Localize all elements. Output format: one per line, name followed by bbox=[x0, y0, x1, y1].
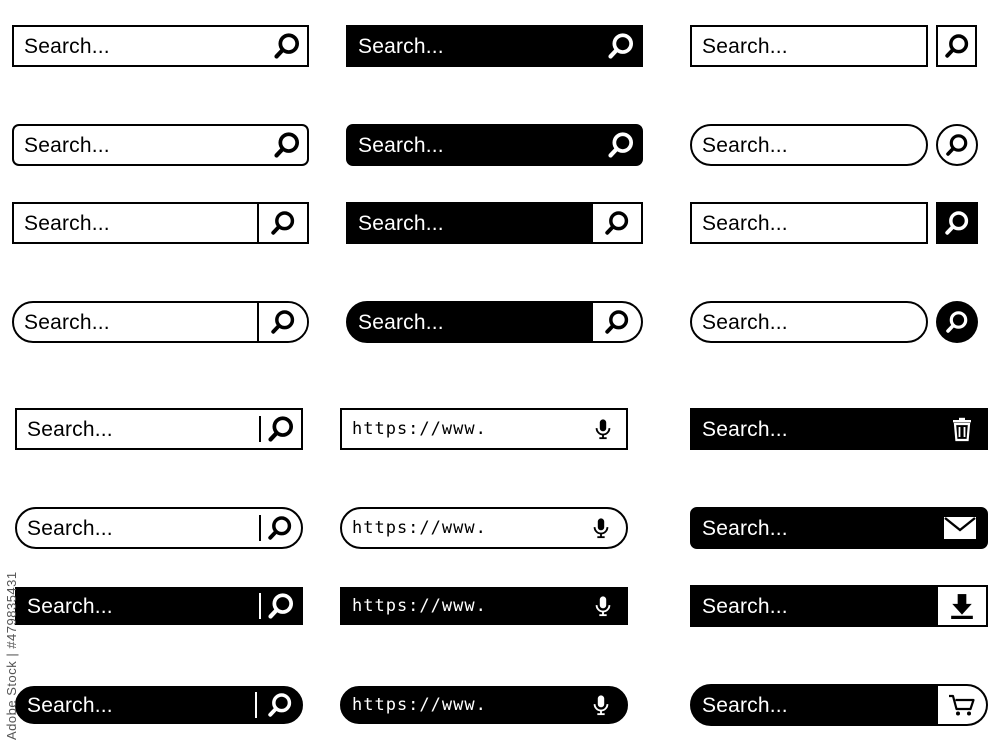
url-placeholder: https://www. bbox=[352, 418, 487, 439]
search-placeholder: Search... bbox=[358, 133, 444, 157]
search-icon bbox=[944, 210, 970, 236]
search-bar-12[interactable] bbox=[690, 301, 928, 343]
search-bar-11[interactable] bbox=[346, 301, 643, 343]
url-bar-4[interactable] bbox=[340, 686, 628, 724]
search-bar-8[interactable] bbox=[346, 202, 643, 244]
search-bar-4[interactable] bbox=[12, 124, 309, 166]
search-placeholder: Search... bbox=[24, 211, 110, 235]
search-bar-5[interactable] bbox=[346, 124, 643, 166]
search-bar-16[interactable] bbox=[690, 507, 988, 549]
search-placeholder: Search... bbox=[24, 310, 110, 334]
search-icon bbox=[604, 309, 630, 335]
search-icon[interactable] bbox=[267, 692, 293, 718]
microphone-icon[interactable] bbox=[592, 594, 614, 618]
microphone-icon[interactable] bbox=[592, 417, 614, 441]
search-placeholder: Search... bbox=[27, 417, 113, 441]
search-button[interactable] bbox=[257, 204, 307, 242]
search-bar-7[interactable] bbox=[12, 202, 309, 244]
search-placeholder: Search... bbox=[24, 34, 110, 58]
url-placeholder: https://www. bbox=[352, 595, 487, 616]
divider bbox=[259, 593, 261, 619]
search-placeholder: Search... bbox=[27, 594, 113, 618]
search-button[interactable] bbox=[936, 202, 978, 244]
divider bbox=[259, 416, 261, 442]
divider bbox=[259, 515, 261, 541]
search-bar-17[interactable] bbox=[15, 587, 303, 625]
search-placeholder: Search... bbox=[702, 133, 788, 157]
search-icon[interactable] bbox=[607, 32, 635, 60]
search-icon bbox=[945, 310, 969, 334]
search-bar-15[interactable] bbox=[15, 507, 303, 549]
search-bar-6[interactable] bbox=[690, 124, 928, 166]
search-placeholder: Search... bbox=[358, 34, 444, 58]
search-placeholder: Search... bbox=[702, 594, 788, 618]
search-button[interactable] bbox=[257, 303, 307, 341]
url-bar-3[interactable] bbox=[340, 587, 628, 625]
search-bar-19[interactable] bbox=[15, 686, 303, 724]
search-button[interactable] bbox=[591, 303, 641, 341]
search-placeholder: Search... bbox=[702, 211, 788, 235]
url-placeholder: https://www. bbox=[352, 517, 487, 538]
url-bar-2[interactable] bbox=[340, 507, 628, 549]
search-icon bbox=[604, 210, 630, 236]
search-icon[interactable] bbox=[267, 515, 293, 541]
microphone-icon[interactable] bbox=[590, 516, 612, 540]
search-placeholder: Search... bbox=[27, 693, 113, 717]
search-icon bbox=[270, 309, 296, 335]
shopping-cart-icon bbox=[948, 693, 976, 717]
search-button[interactable] bbox=[936, 124, 978, 166]
search-placeholder: Search... bbox=[702, 310, 788, 334]
cart-button[interactable] bbox=[936, 686, 986, 724]
search-bar-20[interactable] bbox=[690, 684, 988, 726]
search-icon[interactable] bbox=[273, 32, 301, 60]
download-icon bbox=[949, 593, 975, 619]
stock-watermark: Adobe Stock | #479835431 bbox=[4, 571, 19, 740]
search-placeholder: Search... bbox=[358, 310, 444, 334]
search-bar-13[interactable] bbox=[15, 408, 303, 450]
url-bar-1[interactable] bbox=[340, 408, 628, 450]
divider bbox=[255, 692, 257, 718]
search-bar-18[interactable] bbox=[690, 585, 988, 627]
search-icon[interactable] bbox=[267, 592, 295, 620]
trash-icon[interactable] bbox=[950, 416, 974, 442]
search-button[interactable] bbox=[936, 301, 978, 343]
search-button[interactable] bbox=[936, 25, 977, 67]
search-bar-3[interactable] bbox=[690, 25, 928, 67]
search-placeholder: Search... bbox=[702, 34, 788, 58]
search-bar-1[interactable] bbox=[12, 25, 309, 67]
search-placeholder: Search... bbox=[702, 516, 788, 540]
search-icon bbox=[270, 210, 296, 236]
search-button[interactable] bbox=[591, 204, 641, 242]
search-bar-10[interactable] bbox=[12, 301, 309, 343]
search-icon[interactable] bbox=[273, 131, 301, 159]
search-placeholder: Search... bbox=[27, 516, 113, 540]
search-icon bbox=[945, 133, 969, 157]
search-bar-2[interactable] bbox=[346, 25, 643, 67]
search-icon bbox=[944, 33, 970, 59]
search-icon[interactable] bbox=[267, 415, 295, 443]
download-button[interactable] bbox=[936, 587, 986, 625]
search-placeholder: Search... bbox=[702, 417, 788, 441]
search-icon[interactable] bbox=[607, 131, 635, 159]
search-placeholder: Search... bbox=[358, 211, 444, 235]
search-bar-14[interactable] bbox=[690, 408, 988, 450]
envelope-icon[interactable] bbox=[944, 517, 976, 539]
search-placeholder: Search... bbox=[702, 693, 788, 717]
microphone-icon[interactable] bbox=[590, 693, 612, 717]
search-placeholder: Search... bbox=[24, 133, 110, 157]
search-bar-9[interactable] bbox=[690, 202, 928, 244]
url-placeholder: https://www. bbox=[352, 694, 487, 715]
